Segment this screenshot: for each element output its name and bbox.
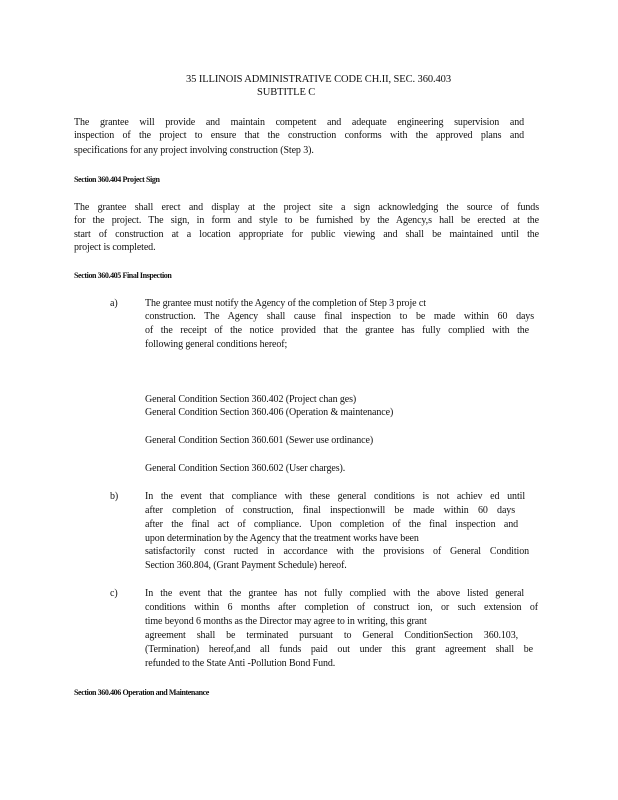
item-b-line: after completion of construction, final inspectionwill be made within 60 days xyxy=(145,505,515,516)
item-a-line: of the receipt of the notice provided that the grantee has fully complied with the xyxy=(145,325,529,336)
section-404-line: project is completed. xyxy=(74,242,156,253)
general-condition-line: General Condition Section 360.602 (User charges). xyxy=(145,463,346,474)
general-condition-line: General Condition Section 360.402 (Project chan ges) xyxy=(145,394,357,405)
item-b-label: b) xyxy=(110,491,119,502)
section-heading-406: Section 360.406 Operation and Maintenance xyxy=(74,688,209,697)
item-a-line: construction. The Agency shall cause final inspection to be made within 60 days xyxy=(145,311,534,322)
item-a-label: a) xyxy=(110,298,118,309)
intro-line: inspection of the project to ensure that the construction conforms with the approved plans and xyxy=(74,130,524,141)
item-c-line: time beyond 6 months as the Director may agree to in writing, this grant xyxy=(145,616,427,627)
item-c-line: refunded to the State Anti -Pollution Bond Fund. xyxy=(145,658,336,669)
section-heading-404: Section 360.404 Project Sign xyxy=(74,175,160,184)
section-404-line: start of construction at a location appropriate for public viewing and shall be maintained until the xyxy=(74,229,539,240)
header-code-reference: 35 ILLINOIS ADMINISTRATIVE CODE CH.II, SEC. 360.403 xyxy=(186,74,451,85)
item-c-line: (Termination) hereof,and all funds paid out under this grant agreement shall be xyxy=(145,644,533,655)
item-a-line: The grantee must notify the Agency of the completion of Step 3 proje ct xyxy=(145,298,426,309)
intro-line: The grantee will provide and maintain competent and adequate engineering supervision and xyxy=(74,117,524,128)
item-b-line: after the final act of compliance. Upon completion of the final inspection and xyxy=(145,519,518,530)
intro-line: specifications for any project involving construction (Step 3). xyxy=(74,145,314,156)
header-subtitle: SUBTITLE C xyxy=(257,87,316,98)
general-condition-line: General Condition Section 360.601 (Sewer use ordinance) xyxy=(145,435,374,446)
item-a-line: following general conditions hereof; xyxy=(145,339,288,350)
item-b-line: In the event that compliance with these general conditions is not achiev ed until xyxy=(145,491,525,502)
item-c-line: agreement shall be terminated pursuant to General ConditionSection 360.103, xyxy=(145,630,518,641)
general-condition-line: General Condition Section 360.406 (Operation & maintenance) xyxy=(145,407,394,418)
section-404-line: for the project. The sign, in form and style to be furnished by the Agency,s hall be erected at the xyxy=(74,215,539,226)
section-404-line: The grantee shall erect and display at the project site a sign acknowledging the source of funds xyxy=(74,202,539,213)
item-b-line: upon determination by the Agency that the treatment works have been xyxy=(145,533,419,544)
item-b-line: satisfactorily const ructed in accordance with the provisions of General Condition xyxy=(145,546,529,557)
item-c-line: conditions within 6 months after completion of construct ion, or such extension of xyxy=(145,602,538,613)
section-heading-405: Section 360.405 Final Inspection xyxy=(74,271,172,280)
item-c-line: In the event that the grantee has not fully complied with the above listed general xyxy=(145,588,524,599)
item-c-label: c) xyxy=(110,588,118,599)
item-b-line: Section 360.804, (Grant Payment Schedule) hereof. xyxy=(145,560,347,571)
